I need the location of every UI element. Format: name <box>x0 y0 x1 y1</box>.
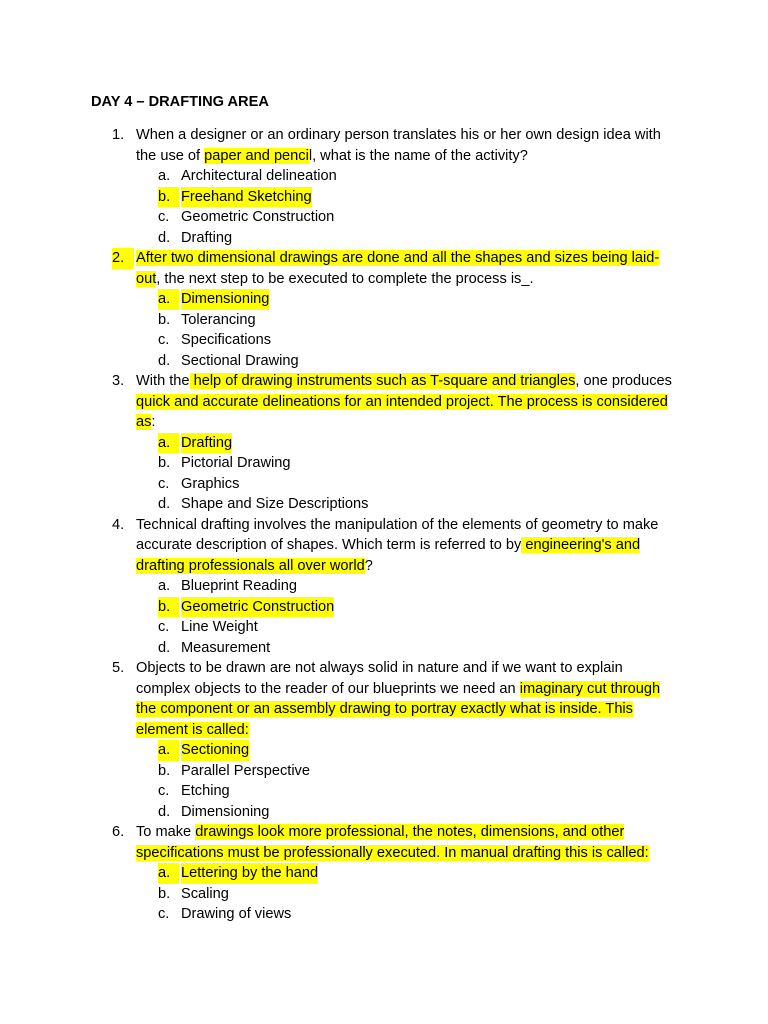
highlighted-text: paper and penci <box>204 147 309 164</box>
answer-option <box>0 474 768 495</box>
answer-option <box>0 740 768 761</box>
option-text: Lettering by the hand <box>181 863 318 884</box>
question-item <box>0 515 768 659</box>
answer-option <box>0 597 768 618</box>
option-letter: c. <box>158 209 170 225</box>
question-text <box>136 371 681 433</box>
option-text: Specifications <box>181 332 272 348</box>
question-number: 4. <box>112 516 125 533</box>
option-letter: b. <box>158 762 171 779</box>
option-text: Blueprint Reading <box>181 578 298 594</box>
answer-option <box>0 781 768 802</box>
answer-option <box>0 638 768 659</box>
option-text: Dimensioning <box>181 289 269 310</box>
question-item <box>0 248 768 371</box>
option-text: Drafting <box>181 229 233 246</box>
answer-option <box>0 617 768 638</box>
option-text: Graphics <box>181 475 240 492</box>
option-text: Etching <box>181 783 230 799</box>
option-text: Pictorial Drawing <box>181 455 291 471</box>
answer-option <box>0 187 768 208</box>
option-letter: a. <box>158 433 179 454</box>
highlighted-text: help of drawing instruments such as T-square and triangles <box>189 373 576 389</box>
option-letter: c. <box>158 332 170 348</box>
question-item <box>0 822 768 925</box>
answer-option <box>0 453 768 474</box>
question-item <box>0 658 768 822</box>
option-text: Tolerancing <box>181 311 256 328</box>
option-text: Sectioning <box>181 740 249 761</box>
option-text: Scaling <box>181 885 229 902</box>
highlighted-text: imaginary cut through the component or an assembly drawing to portray exactly what is inside. This element is called: <box>136 680 661 738</box>
question-item <box>0 371 768 515</box>
highlighted-text: After two dimensional drawings are done and all the shapes and sizes being laid-out <box>136 250 660 287</box>
answer-option <box>0 576 768 597</box>
option-letter: b. <box>158 187 179 208</box>
option-text: Geometric Construction <box>181 597 334 618</box>
option-letter: a. <box>158 578 171 594</box>
question-text-segment: ? <box>364 557 373 574</box>
highlighted-text: engineering's and drafting professionals all over world <box>136 537 641 574</box>
option-text: Geometric Construction <box>181 209 335 225</box>
option-letter: b. <box>158 311 171 328</box>
question-text-segment: Technical drafting involves the manipulation of the elements of geometry to make accurate description of shapes. Which term is referred to by <box>136 516 659 553</box>
highlighted-text: drawings look more professional, the notes, dimensions, and other specifications must be professionally executed. In manual drafting this is called: <box>136 824 649 861</box>
question-number: 1. <box>112 127 125 143</box>
option-letter: c. <box>158 619 170 635</box>
option-letter: a. <box>158 289 179 310</box>
question-text-segment: , one produces <box>575 373 672 389</box>
question-number: 2. <box>112 248 134 269</box>
question-text-segment: When a designer or an ordinary person translates his or her own design idea with the use of <box>136 127 661 164</box>
question-list <box>0 125 768 925</box>
option-text: Freehand Sketching <box>181 187 312 208</box>
option-text: Drafting <box>181 433 232 454</box>
answer-option <box>0 207 768 228</box>
option-letter: b. <box>158 597 179 618</box>
question-number: 3. <box>112 373 125 389</box>
answer-option <box>0 884 768 905</box>
option-letter: c. <box>158 906 170 922</box>
answer-option <box>0 166 768 187</box>
option-letter: d. <box>158 229 171 246</box>
option-letter: d. <box>158 496 171 512</box>
answer-option <box>0 289 768 310</box>
answer-option <box>0 761 768 782</box>
option-letter: d. <box>158 803 171 820</box>
question-text <box>136 515 681 577</box>
answer-option <box>0 433 768 454</box>
answer-option <box>0 494 768 515</box>
option-letter: c. <box>158 475 170 492</box>
question-text-segment: With the <box>136 373 190 389</box>
page-title: DAY 4 – DRAFTING AREA <box>91 94 269 110</box>
answer-option <box>0 330 768 351</box>
option-text: Dimensioning <box>181 803 270 820</box>
option-text: Parallel Perspective <box>181 762 310 779</box>
answer-option <box>0 310 768 331</box>
option-letter: d. <box>158 352 171 369</box>
option-letter: b. <box>158 455 171 471</box>
question-text-segment: Objects to be drawn are not always solid in nature and if we want to explain complex objects to the reader of our blueprints we need an <box>136 660 623 697</box>
answer-option <box>0 351 768 372</box>
option-letter: c. <box>158 783 170 799</box>
option-letter: d. <box>158 639 171 656</box>
option-text: Measurement <box>181 639 271 656</box>
question-text-segment: , the next step to be executed to complete the process is_. <box>156 270 534 287</box>
option-letter: a. <box>158 740 179 761</box>
option-text: Shape and Size Descriptions <box>181 496 369 512</box>
option-letter: b. <box>158 885 171 902</box>
option-text: Sectional Drawing <box>181 352 299 369</box>
question-text <box>136 248 681 289</box>
question-text-segment: : <box>151 414 156 430</box>
question-number: 6. <box>112 824 125 840</box>
question-text <box>136 822 681 863</box>
highlighted-text: quick and accurate delineations for an intended project. The process is considered as <box>136 393 668 430</box>
question-text-segment: To make <box>136 824 196 840</box>
option-text: Architectural delineation <box>181 168 337 184</box>
option-letter: a. <box>158 863 179 884</box>
question-item <box>0 125 768 248</box>
option-text: Line Weight <box>181 619 258 635</box>
question-number: 5. <box>112 660 125 676</box>
answer-option <box>0 904 768 925</box>
answer-option <box>0 802 768 823</box>
option-text: Drawing of views <box>181 906 292 922</box>
answer-option <box>0 863 768 884</box>
question-text-segment: l, what is the name of the activity? <box>308 147 528 164</box>
question-text <box>136 125 681 166</box>
question-text <box>136 658 681 740</box>
answer-option <box>0 228 768 249</box>
option-letter: a. <box>158 168 171 184</box>
